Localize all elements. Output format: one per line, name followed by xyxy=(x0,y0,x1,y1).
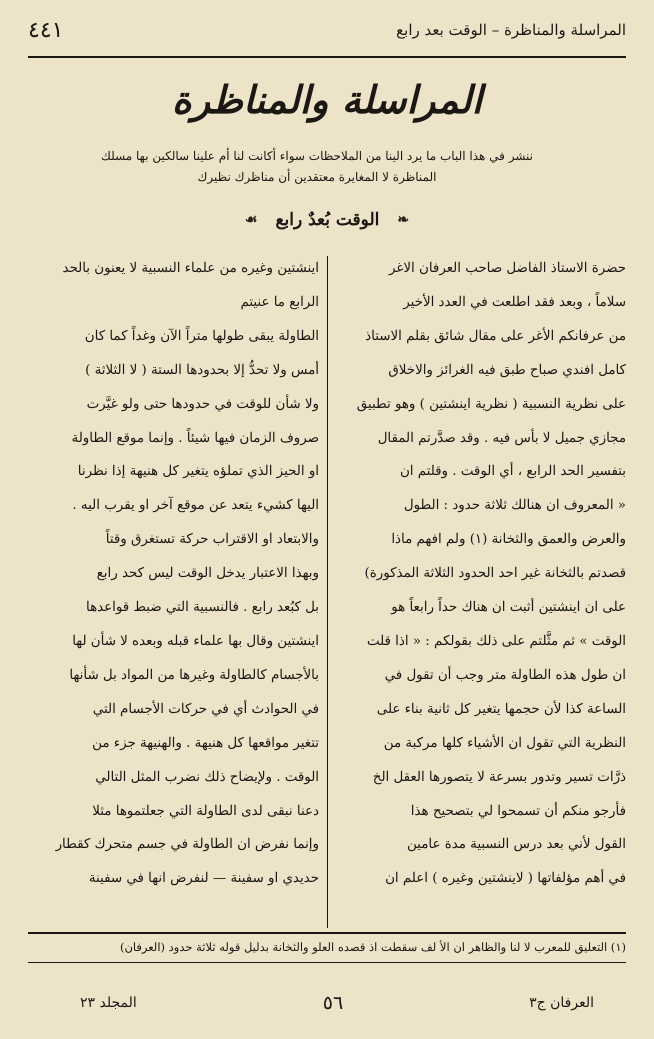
text-line: فأرجو منكم أن تسمحوا لي بتصحيح هذا xyxy=(410,803,626,819)
left-column xyxy=(29,252,327,932)
fleuron-ornament-icon: ☙ xyxy=(244,212,258,228)
text-line: الوقت » ثم مثَّلتم على ذلك بقولكم : « اذا قلت xyxy=(366,633,626,649)
text-line: ولا شأن للوقت في حدودها حتى ولو غيَّرت xyxy=(86,396,319,412)
footnote-rule xyxy=(28,932,626,934)
text-line: دعنا نبقى لدى الطاولة التي جعلتموها مثلا xyxy=(92,803,319,819)
text-line: بتفسير الحد الرابع ، أي الوقت . وقلتم ان xyxy=(399,464,626,480)
text-line: الساعة كذا لأن حجمها يتغير كل ثانية بناء على xyxy=(376,701,626,717)
fleuron-ornament-icon: ❧ xyxy=(397,212,410,228)
text-line: الطاولة يبقى طولها متراً الآن وغداً كما كان xyxy=(84,328,319,344)
running-title: المراسلة والمناظرة – الوقت بعد رابع xyxy=(396,21,626,39)
text-line: او الحيز الذي تملؤه يتغير كل هنيهة إذا نظرنا xyxy=(77,464,319,480)
text-line: على نظرية النسبية ( نظرية اينشتين ) وهو تطبيق xyxy=(356,396,626,412)
text-line: في الحوادث أي في حركات الأجسام التي xyxy=(92,701,319,717)
column-divider xyxy=(327,256,328,928)
text-line: أمس ولا تحدُّ إلا بحدودها الستة ( لا الثلاثة ) xyxy=(85,362,319,378)
text-line: كامل افندي صباح طبق فيه الغرائز والاخلاق xyxy=(388,362,626,378)
text-line: وإنما نفرض ان الطاولة في جسم متحرك كقطار xyxy=(55,837,319,853)
text-line: القول لأني بعد درس النسبية مدة عامين xyxy=(406,837,626,853)
text-line: « المعروف ان هنالك ثلاثة حدود : الطول xyxy=(403,498,626,514)
text-line: الرابع ما عنيتم xyxy=(240,294,319,310)
text-line: من عرفانكم الأغر على مقال شائق بقلم الاستاذ xyxy=(365,328,626,344)
footnote: (١) التعليق للمعرب لا لنا والظاهر ان الأ لف سقطت اذ قصده العلو والثخانة بدليل قوله ثلاثة حدود (العرفان) xyxy=(119,940,626,954)
text-line: وبهذا الاعتبار يدخل الوقت ليس كحد رابع xyxy=(96,566,319,582)
text-line: اينشتين وقال بها علماء قبله وبعده لا شأن لها xyxy=(72,633,319,649)
text-line: على ان اينشتين أثبت ان هناك حداً رابعاً هو xyxy=(391,600,626,616)
text-line: بالأجسام كالطاولة وغيرها من المواد بل شأنها xyxy=(69,667,319,683)
article-title: الوقت بُعدٌ رابع xyxy=(275,210,380,230)
text-line: بل كبُعد رابع . فالنسبية التي ضبط قواعدها xyxy=(86,600,319,616)
text-line: اليها كشيء يتعد عن موقع آخر او يقرب اليه . xyxy=(72,498,319,514)
footer-page-number: ٥٦ xyxy=(322,992,344,1014)
text-line: النظرية التي تقول ان الأشياء كلها مركبة من xyxy=(383,735,626,751)
text-line: الوقت . ولإيضاح ذلك نضرب المثل التالي xyxy=(95,769,319,785)
article-columns xyxy=(28,252,626,932)
text-line: حضرة الاستاذ الفاضل صاحب العرفان الاغر xyxy=(389,261,626,276)
text-line: صروف الزمان فيها شيئاً . وإنما موقع الطاولة xyxy=(71,430,319,446)
text-line: والابتعاد او الاقتراب حركة تستغرق وقتاً xyxy=(105,532,319,548)
running-foot xyxy=(80,988,594,1018)
bottom-rule xyxy=(28,962,626,963)
text-line: مجازي جميل لا بأس فيه . وقد صدَّرتم المقال xyxy=(377,430,626,446)
footer-journal: العرفان ج٣ xyxy=(529,995,594,1011)
text-line: ان طول هذه الطاولة متر وجب أن تقول في xyxy=(384,667,626,683)
text-line: في أهم مؤلفاتها ( لاينشتين وغيره ) اعلم ان xyxy=(385,871,626,887)
text-line: والعرض والعمق والثخانة (١) ولم افهم ماذا xyxy=(391,532,626,548)
text-line: حديدي او سفينة — لنفرض انها في سفينة xyxy=(88,871,319,887)
text-line: سلاماً ، وبعد فقد اطلعت في العدد الأخير xyxy=(403,294,626,310)
header-rule xyxy=(28,56,626,58)
running-head xyxy=(28,12,626,48)
section-intro: ننشر في هذا الباب ما يرد الينا من الملاحظات سواء أكانت لنا أم علينا سالكين بها مسلك المناظرة لا المغايرة معتقدين أن مناظرك نظيرك xyxy=(100,149,533,184)
right-column xyxy=(328,252,626,932)
footer-volume: المجلد ٢٣ xyxy=(80,995,137,1011)
text-line: اينشتين وغيره من علماء النسبية لا يعنون بالحد xyxy=(62,261,319,276)
text-line: تتغير مواقعها كل هنيهة . والهنيهة جزء من xyxy=(92,735,319,751)
section-heading: المراسلة والمناظرة xyxy=(171,77,483,122)
header-page-number: ٤٤١ xyxy=(28,17,64,43)
article-title-row xyxy=(0,210,654,230)
text-line: ذرَّات تسير وتدور بسرعة لا يتصورها العقل الخ xyxy=(372,769,626,785)
text-line: قصدتم بالثخانة غير احد الحدود الثلاثة المذكورة) xyxy=(364,566,626,582)
